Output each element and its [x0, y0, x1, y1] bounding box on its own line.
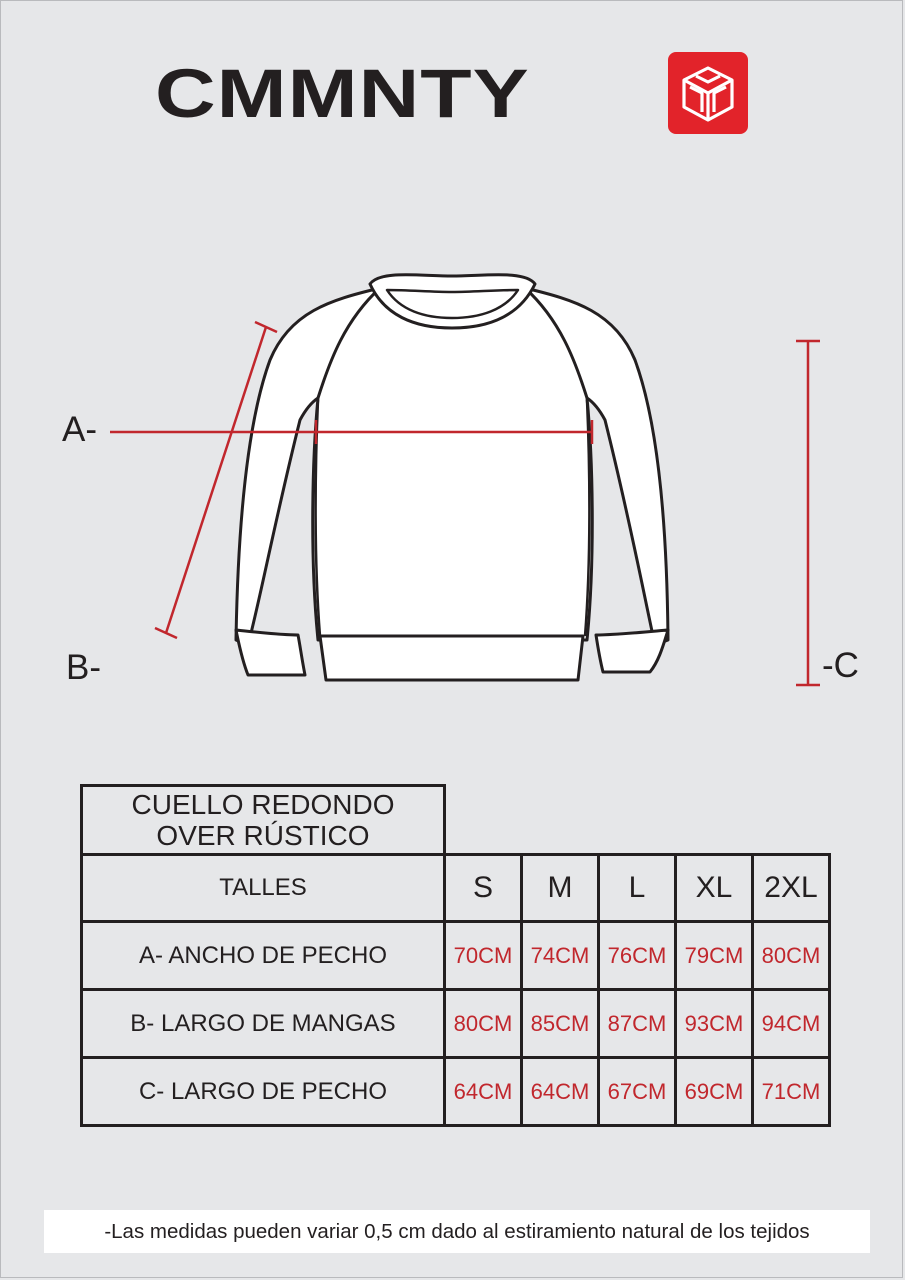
value-cell: 94CM: [753, 990, 830, 1058]
row-label: A- ANCHO DE PECHO: [82, 922, 445, 990]
size-2xl: 2XL: [753, 855, 830, 922]
value-cell: 71CM: [753, 1058, 830, 1126]
table-title-line2: OVER RÚSTICO: [156, 820, 370, 851]
measure-label-c: -C: [822, 646, 859, 685]
brand-name: CMMNTY: [155, 54, 530, 132]
table-title-row: [82, 786, 830, 855]
size-table: [80, 784, 831, 1127]
value-cell: 67CM: [599, 1058, 676, 1126]
value-cell: 74CM: [522, 922, 599, 990]
table-title-line1: CUELLO REDONDO: [131, 789, 395, 820]
right-cuff: [596, 630, 668, 672]
row-label: B- LARGO DE MANGAS: [82, 990, 445, 1058]
measure-label-a: A-: [62, 410, 97, 449]
value-cell: 76CM: [599, 922, 676, 990]
value-cell: 69CM: [676, 1058, 753, 1126]
empty-cell: [445, 786, 830, 855]
value-cell: 93CM: [676, 990, 753, 1058]
size-l: L: [599, 855, 676, 922]
table-row: [82, 922, 830, 990]
size-xl: XL: [676, 855, 753, 922]
table-title: [82, 786, 445, 855]
sweater-body: [313, 288, 593, 640]
size-s: S: [445, 855, 522, 922]
row-label: C- LARGO DE PECHO: [82, 1058, 445, 1126]
table-row: [82, 990, 830, 1058]
value-cell: 80CM: [445, 990, 522, 1058]
table-row: [82, 1058, 830, 1126]
value-cell: 79CM: [676, 922, 753, 990]
size-m: M: [522, 855, 599, 922]
measure-label-b: B-: [66, 648, 101, 687]
left-cuff: [236, 630, 305, 675]
header-label: TALLES: [82, 855, 445, 922]
measurement-note: -Las medidas pueden variar 0,5 cm dado al estiramiento natural de los tejidos: [44, 1210, 870, 1253]
value-cell: 64CM: [522, 1058, 599, 1126]
hem-band: [320, 636, 583, 680]
value-cell: 70CM: [445, 922, 522, 990]
value-cell: 85CM: [522, 990, 599, 1058]
value-cell: 80CM: [753, 922, 830, 990]
value-cell: 64CM: [445, 1058, 522, 1126]
table-header-row: [82, 855, 830, 922]
value-cell: 87CM: [599, 990, 676, 1058]
